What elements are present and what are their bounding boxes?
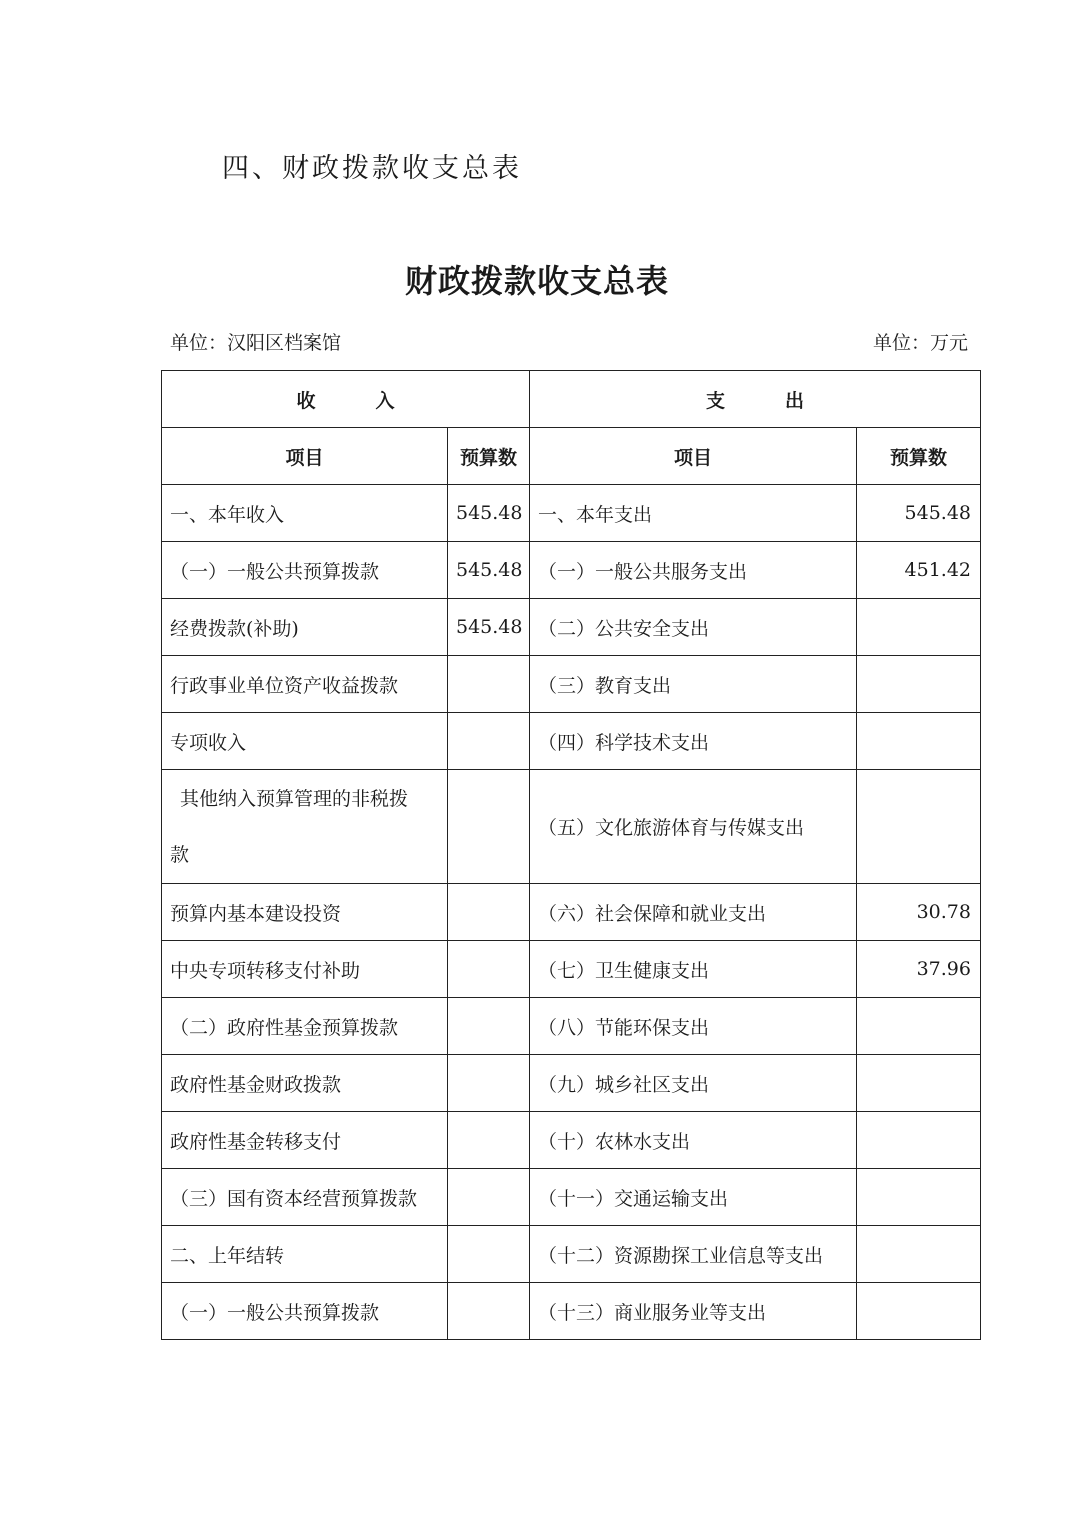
table-row [162, 1283, 981, 1340]
table-row [162, 713, 981, 770]
expense-value: 451.42 [857, 542, 981, 599]
income-value: 545.48 [448, 542, 530, 599]
income-value [448, 941, 530, 998]
income-value [448, 1283, 530, 1340]
expense-item: （十二）资源勘探工业信息等支出 [530, 1226, 857, 1283]
income-item: 预算内基本建设投资 [162, 884, 448, 941]
expense-value [857, 1169, 981, 1226]
table-row [162, 599, 981, 656]
unit-organization: 单位：汉阳区档案馆 [170, 332, 342, 354]
income-value [448, 1055, 530, 1112]
income-item: （二）政府性基金预算拨款 [162, 998, 448, 1055]
income-item: 政府性基金财政拨款 [162, 1055, 448, 1112]
expense-value [857, 1055, 981, 1112]
expense-item: （八）节能环保支出 [530, 998, 857, 1055]
table-row [162, 656, 981, 713]
expense-item-header: 项目 [530, 428, 857, 485]
expense-value [857, 1112, 981, 1169]
income-value: 545.48 [448, 485, 530, 542]
income-group-header [162, 371, 530, 428]
table-row [162, 770, 981, 884]
income-value [448, 998, 530, 1055]
expense-item: （十）农林水支出 [530, 1112, 857, 1169]
income-value [448, 1226, 530, 1283]
income-item: 行政事业单位资产收益拨款 [162, 656, 448, 713]
income-item: （三）国有资本经营预算拨款 [162, 1169, 448, 1226]
income-item [162, 770, 448, 884]
income-value [448, 656, 530, 713]
table-column-header-row [162, 428, 981, 485]
budget-table [161, 370, 981, 1340]
table-row [162, 1169, 981, 1226]
expense-value [857, 656, 981, 713]
income-header-char-1: 收 [296, 389, 316, 412]
expense-item: 一、本年支出 [530, 485, 857, 542]
expense-item: （五）文化旅游体育与传媒支出 [530, 770, 857, 884]
expense-item: （九）城乡社区支出 [530, 1055, 857, 1112]
income-item: 中央专项转移支付补助 [162, 941, 448, 998]
expense-value: 30.78 [857, 884, 981, 941]
section-heading: 四、财政拨款收支总表 [222, 153, 522, 184]
expense-header-char-1: 支 [705, 389, 725, 412]
expense-value [857, 770, 981, 884]
income-item: 二、上年结转 [162, 1226, 448, 1283]
expense-value: 37.96 [857, 941, 981, 998]
expense-item: （三）教育支出 [530, 656, 857, 713]
income-value [448, 1112, 530, 1169]
expense-value [857, 713, 981, 770]
expense-group-header [530, 371, 981, 428]
table-row [162, 1112, 981, 1169]
expense-item: （二）公共安全支出 [530, 599, 857, 656]
expense-item: （十三）商业服务业等支出 [530, 1283, 857, 1340]
table-row [162, 485, 981, 542]
expense-header-char-2: 出 [785, 389, 805, 412]
income-item: （一）一般公共预算拨款 [162, 1283, 448, 1340]
table-row [162, 941, 981, 998]
expense-value [857, 998, 981, 1055]
income-item: （一）一般公共预算拨款 [162, 542, 448, 599]
income-item: 一、本年收入 [162, 485, 448, 542]
table-row [162, 884, 981, 941]
document-title: 财政拨款收支总表 [404, 262, 669, 300]
income-item-line-1: 其他纳入预算管理的非税拨 [180, 787, 409, 810]
expense-item: （一）一般公共服务支出 [530, 542, 857, 599]
income-value: 545.48 [448, 599, 530, 656]
expense-value [857, 1283, 981, 1340]
income-item: 经费拨款(补助) [162, 599, 448, 656]
expense-value: 545.48 [857, 485, 981, 542]
table-group-header-row [162, 371, 981, 428]
income-value [448, 1169, 530, 1226]
expense-value [857, 599, 981, 656]
income-header-char-2: 入 [375, 389, 395, 412]
expense-item: （六）社会保障和就业支出 [530, 884, 857, 941]
expense-value [857, 1226, 981, 1283]
income-item: 专项收入 [162, 713, 448, 770]
expense-item: （七）卫生健康支出 [530, 941, 857, 998]
income-value [448, 884, 530, 941]
table-row [162, 998, 981, 1055]
table-row [162, 542, 981, 599]
expense-budget-header: 预算数 [857, 428, 981, 485]
table-row [162, 1226, 981, 1283]
income-value [448, 713, 530, 770]
table-row [162, 1055, 981, 1112]
expense-item: （十一）交通运输支出 [530, 1169, 857, 1226]
income-item: 政府性基金转移支付 [162, 1112, 448, 1169]
income-item-line-2: 款 [170, 843, 190, 866]
income-value [448, 770, 530, 884]
income-budget-header: 预算数 [448, 428, 530, 485]
expense-item: （四）科学技术支出 [530, 713, 857, 770]
unit-currency: 单位：万元 [872, 332, 968, 354]
income-item-header: 项目 [162, 428, 448, 485]
